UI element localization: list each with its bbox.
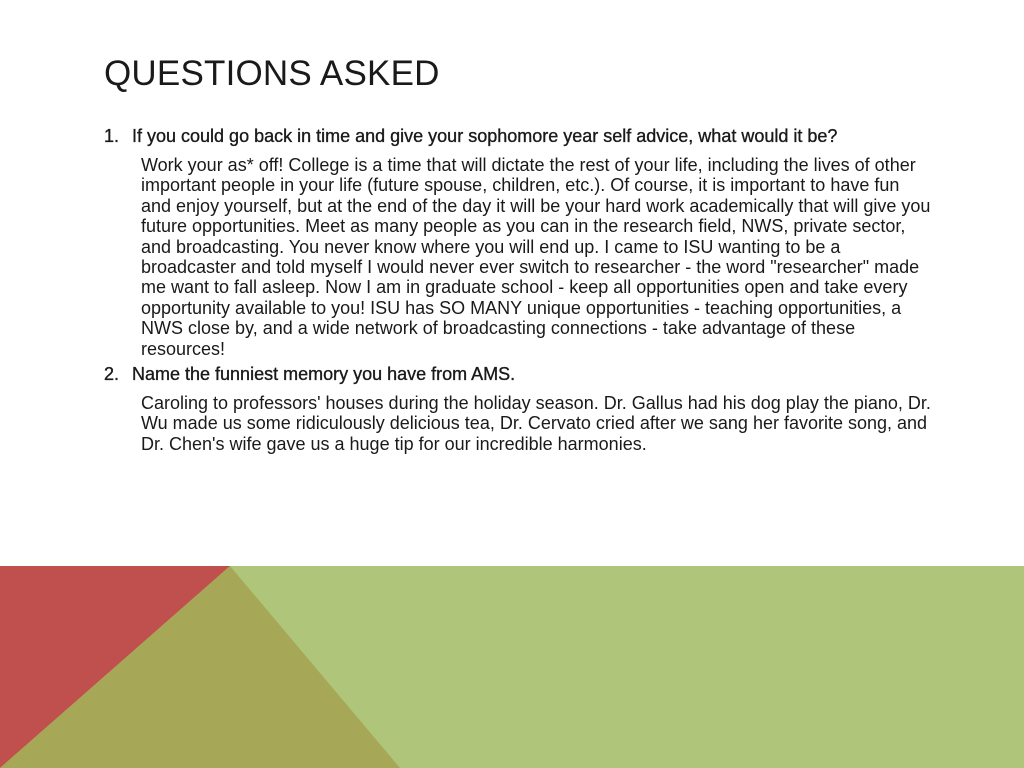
slide-content: [104, 126, 934, 459]
question-2-text: Name the funniest memory you have from AMS.: [132, 364, 516, 385]
answer-1: Work your as* off! College is a time that will dictate the rest of your life, including the lives of other important people in your life (future spouse, children, etc.). Of course, it is important to have fun and enjoy yourself, but at the end of the day it will be your hard work academically that will give you future opportunities. Meet as many people as you can in the research field, NWS, private sector, and broadcasting. You never know where you will end up. I came to ISU wanting to be a broadcaster and told myself I would never ever switch to researcher - the word "researcher" made me want to fall asleep. Now I am in graduate school - keep all opportunities open and take every opportunity available to you! ISU has SO MANY unique opportunities - teaching opportunities, a NWS close by, and a wide network of broadcasting connections - take advantage of these resources!: [141, 155, 931, 359]
question-1: [104, 126, 934, 146]
answer-2: Caroling to professors' houses during the holiday season. Dr. Gallus had his dog play the piano, Dr. Wu made us some ridiculously delicious tea, Dr. Cervato cried after we sang her favorite song, and Dr. Chen's wife gave us a huge tip for our incredible harmonies.: [141, 393, 931, 454]
question-1-number: 1.: [104, 126, 120, 146]
question-1-text: If you could go back in time and give your sophomore year self advice, what would it be?: [132, 126, 838, 146]
question-2-number: 2.: [104, 364, 120, 385]
slide-title: QUESTIONS ASKED: [104, 54, 440, 93]
question-2: [104, 364, 934, 384]
footer-decoration: [0, 566, 1024, 768]
